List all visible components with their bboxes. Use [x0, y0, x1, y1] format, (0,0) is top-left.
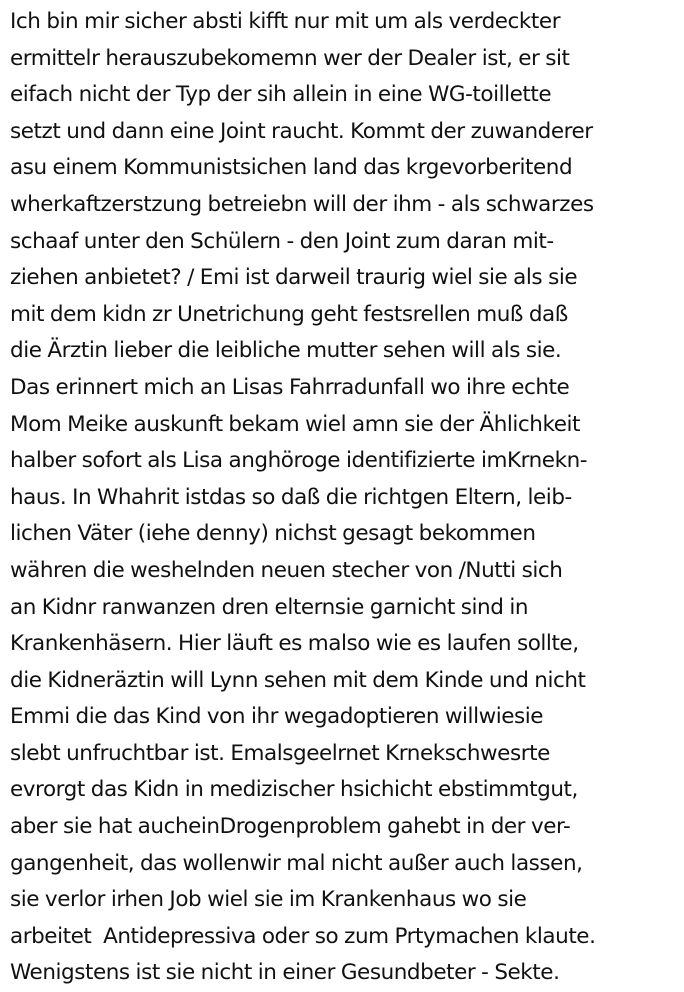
- text-line-1: Ich bin mir sicher absti kifft nur mit um als verdeckter: [10, 9, 561, 34]
- text-line-6: wherkaftzerstzung betreiebn will der ihm - als schwarzes: [10, 191, 594, 217]
- text-line-4: setzt und dann eine Joint raucht. Kommt der zuwanderer: [10, 118, 593, 144]
- text-line-11: Das erinnert mich an Lisas Fahrradunfall wo ihre echte: [10, 374, 570, 400]
- text-line-5: asu einem Kommunistsichen land das krgevorberitend: [10, 155, 573, 181]
- text-line-20: Emmi die das Kind von ihr wegadoptieren willwiesie: [10, 704, 544, 730]
- text-line-7: schaaf unter den Schülern - den Joint zum daran mit-: [10, 228, 554, 254]
- text-line-23: aber sie hat aucheinDrogenproblem gahebt in der ver-: [10, 814, 571, 840]
- text-line-9: mit dem kidn zr Unetrichung geht festsrellen muß daß: [10, 301, 568, 327]
- text-line-26: arbeitet Antidepressiva oder so zum Prtymachen klaute.: [10, 923, 596, 949]
- text-line-22: evrorgt das Kidn in medizischer hsichicht ebstimmtgut,: [10, 777, 578, 803]
- text-line-8: ziehen anbietet? / Emi ist darweil traurig wiel sie als sie: [10, 265, 578, 291]
- text-line-24: gangenheit, das wollenwir mal nicht außer auch lassen,: [10, 850, 583, 876]
- body-text: [10, 4, 682, 992]
- text-line-16: währen die weshelnden neuen stecher von /Nutti sich: [10, 557, 563, 583]
- text-line-27: Wenigstens ist sie nicht in einer Gesundbeter - Sekte.: [10, 960, 560, 986]
- text-line-14: haus. In Whahrit istdas so daß die richtgen Eltern, leib-: [10, 484, 572, 510]
- text-line-10: die Ärztin lieber die leibliche mutter sehen will als sie.: [10, 338, 562, 364]
- text-line-19: die Kidneräztin will Lynn sehen mit dem Kinde und nicht: [10, 667, 586, 693]
- text-line-15: lichen Väter (iehe denny) nichst gesagt bekommen: [10, 521, 536, 547]
- text-line-21: slebt unfruchtbar ist. Emalsgeelrnet Krnekschwesrte: [10, 740, 550, 766]
- text-line-18: Krankenhäsern. Hier läuft es malso wie es laufen sollte,: [10, 631, 579, 657]
- text-line-2: ermittelr herauszubekomemn wer der Dealer ist, er sit: [10, 45, 570, 71]
- text-line-17: an Kidnr ranwanzen dren elternsie garnicht sind in: [10, 594, 529, 620]
- text-line-12: Mom Meike auskunft bekam wiel amn sie der Ählichkeit: [10, 411, 580, 437]
- text-line-13: halber sofort als Lisa anghöroge identifizierte imKrnekn-: [10, 448, 588, 474]
- text-line-25: sie verlor irhen Job wiel sie im Krankenhaus wo sie: [10, 887, 527, 913]
- text-line-3: eifach nicht der Typ der sih allein in eine WG-toillette: [10, 82, 552, 108]
